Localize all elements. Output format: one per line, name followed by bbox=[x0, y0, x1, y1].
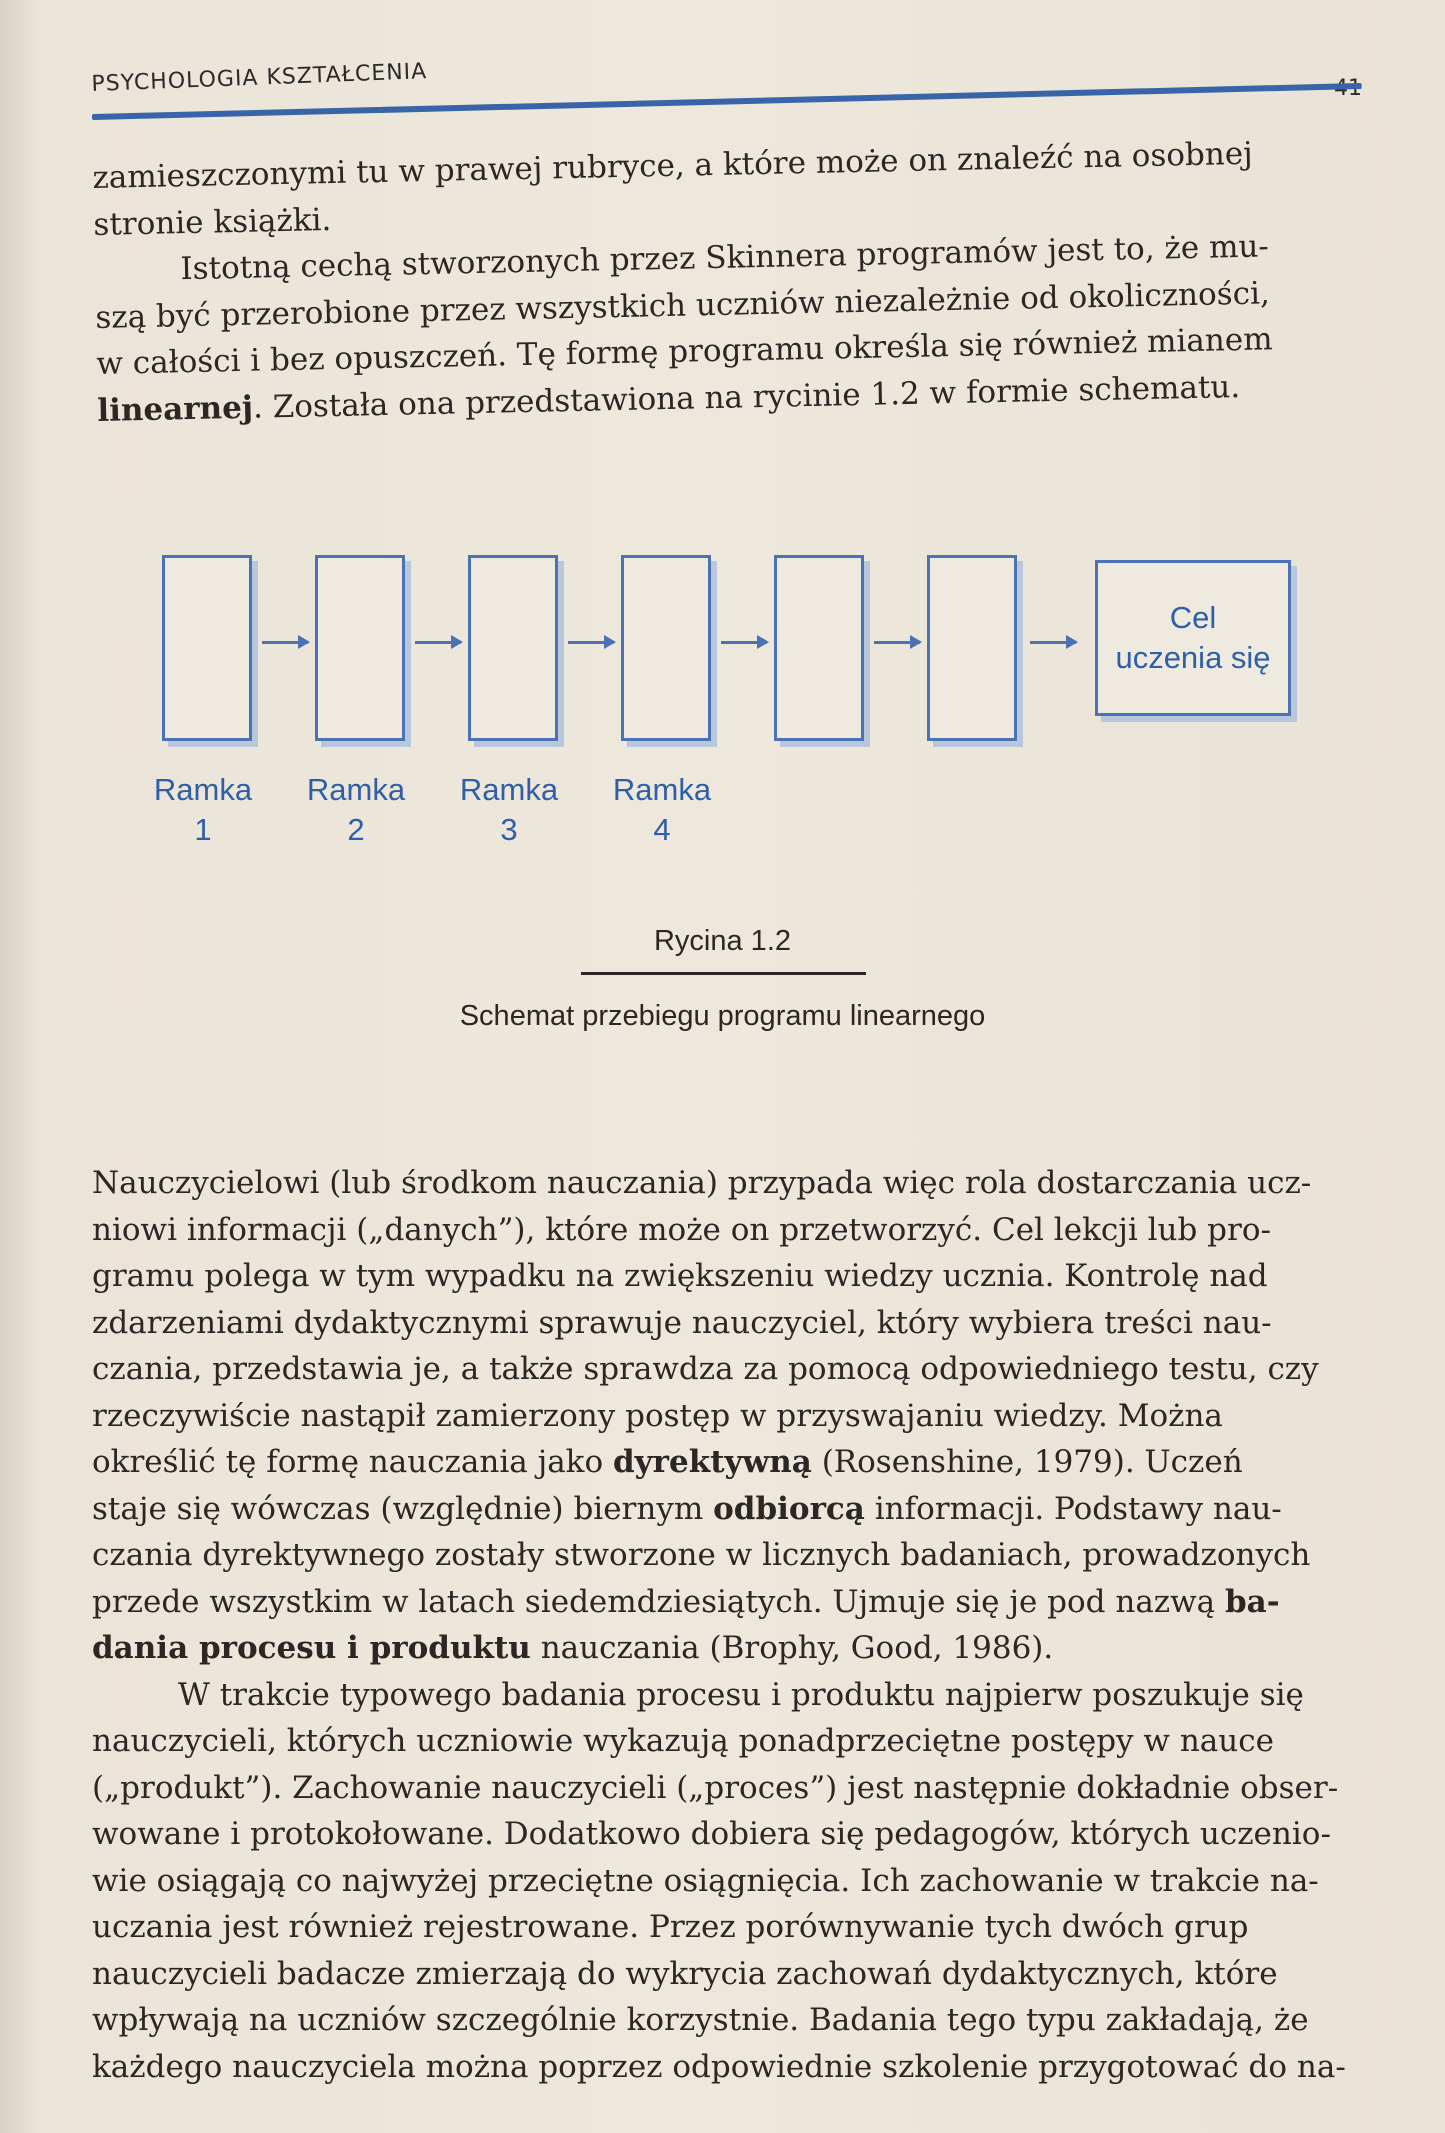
term-odbiorca: odbiorcą bbox=[713, 1490, 865, 1527]
text-line: w całości i bez opuszczeń. Tę formę programu określa się również mianem bbox=[96, 321, 1273, 382]
arrow-right-icon bbox=[568, 641, 614, 644]
arrow-right-icon bbox=[874, 641, 920, 644]
term-dyrektywna: dyrektywną bbox=[612, 1444, 812, 1480]
frame-label-3 bbox=[454, 770, 564, 850]
caption-rule bbox=[581, 972, 866, 975]
frame-box-2 bbox=[315, 555, 405, 741]
text-line: („produkt”). Zachowanie nauczycieli („proces”) jest następnie dokładnie obser- bbox=[92, 1769, 1339, 1806]
arrow-right-icon bbox=[1030, 641, 1076, 644]
goal-label-line2: uczenia się bbox=[1115, 640, 1271, 675]
learning-goal-box bbox=[1095, 560, 1291, 716]
main-text bbox=[92, 1160, 1362, 2090]
text-line: gramu polega w tym wypadku na zwiększeniu wiedzy ucznia. Kontrolę nad bbox=[92, 1258, 1268, 1294]
frame-box-5 bbox=[774, 555, 864, 741]
text-line bbox=[92, 1625, 1362, 1672]
text-span: staje się wówczas (względnie) biernym bbox=[92, 1490, 714, 1527]
text-line: W trakcie typowego badania procesu i produktu najpierw poszukuje się bbox=[178, 1676, 1304, 1713]
text-line: stronie książki. bbox=[93, 201, 332, 243]
text-line: Nauczycielowi (lub środkom nauczania) przypada więc rola dostarczania ucz- bbox=[92, 1165, 1312, 1201]
running-title: PSYCHOLOGIA KSZTAŁCENIA bbox=[91, 59, 428, 97]
text-line bbox=[92, 1486, 1362, 1533]
frame-box-3 bbox=[468, 555, 558, 741]
frame-label-number: 3 bbox=[500, 812, 518, 847]
text-line: czania dyrektywnego zostały stworzone w licznych badaniach, prowadzonych bbox=[92, 1537, 1311, 1573]
term-linearnej: linearnej bbox=[96, 389, 254, 429]
frame-label-2 bbox=[301, 770, 411, 850]
frame-label-word: Ramka bbox=[153, 772, 253, 807]
frame-label-number: 4 bbox=[653, 812, 671, 847]
figure-caption-description: Schemat przebiegu programu linearnego bbox=[459, 1000, 986, 1032]
intro-paragraph bbox=[92, 128, 1368, 434]
linear-program-diagram bbox=[150, 545, 1310, 875]
term-badania-start: ba- bbox=[1225, 1583, 1280, 1620]
text-line: niowi informacji („danych”), które może on przetworzyć. Cel lekcji lub pro- bbox=[92, 1211, 1271, 1248]
goal-label-line1: Cel bbox=[1169, 600, 1217, 635]
frame-label-1 bbox=[148, 770, 258, 850]
text-span: informacji. Podstawy nau- bbox=[864, 1490, 1282, 1527]
term-badania-procesu: dania procesu i produktu bbox=[92, 1630, 531, 1666]
text-line: rzeczywiście nastąpił zamierzony postęp w przyswajaniu wiedzy. Można bbox=[92, 1397, 1223, 1434]
arrow-right-icon bbox=[721, 641, 767, 644]
text-line: zdarzeniami dydaktycznymi sprawuje nauczyciel, który wybiera treści nau- bbox=[92, 1304, 1272, 1341]
text-line: czania, przedstawia je, a także sprawdza za pomocą odpowiedniego testu, czy bbox=[92, 1351, 1319, 1387]
frame-label-number: 2 bbox=[347, 812, 365, 847]
frame-label-number: 1 bbox=[194, 812, 212, 847]
text-span: . Została ona przedstawiona na rycinie 1.2 w formie schematu. bbox=[252, 368, 1241, 426]
text-line: każdego nauczyciela można poprzez odpowiednie szkolenie przygotować do na- bbox=[92, 2048, 1346, 2085]
text-span: określić tę formę nauczania jako bbox=[92, 1444, 613, 1480]
frame-label-word: Ramka bbox=[306, 772, 406, 807]
frame-label-word: Ramka bbox=[459, 772, 559, 807]
text-line: nauczycieli, których uczniowie wykazują ponadprzeciętne postępy w nauce bbox=[92, 1723, 1274, 1759]
arrow-right-icon bbox=[415, 641, 461, 644]
frame-box-1 bbox=[162, 555, 252, 741]
arrow-right-icon bbox=[262, 641, 308, 644]
text-span: nauczania (Brophy, Good, 1986). bbox=[530, 1630, 1054, 1666]
text-line: wie osiągają co najwyżej przeciętne osiągnięcia. Ich zachowanie w trakcie na- bbox=[92, 1862, 1319, 1899]
text-span: przede wszystkim w latach siedemdziesiątych. Ujmuje się je pod nazwą bbox=[92, 1583, 1225, 1620]
text-line: wpływają na uczniów szczególnie korzystnie. Badania tego typu zakładają, że bbox=[92, 2002, 1309, 2038]
frame-box-4 bbox=[621, 555, 711, 741]
text-span: (Rosenshine, 1979). Uczeń bbox=[811, 1444, 1243, 1480]
frame-label-word: Ramka bbox=[612, 772, 712, 807]
figure-caption-title: Rycina 1.2 bbox=[653, 925, 791, 957]
text-line: Istotną cechą stworzonych przez Skinnera programów jest to, że mu- bbox=[180, 228, 1270, 288]
text-line: wowane i protokołowane. Dodatkowo dobiera się pedagogów, których uczenio- bbox=[92, 1816, 1331, 1852]
text-line: szą być przerobione przez wszystkich uczniów niezależnie od okoliczności, bbox=[95, 274, 1271, 336]
text-line bbox=[92, 1579, 1362, 1626]
running-header bbox=[91, 59, 1362, 132]
frame-box-6 bbox=[927, 555, 1017, 741]
text-line bbox=[92, 1439, 1362, 1486]
frame-label-4 bbox=[607, 770, 717, 850]
text-line: nauczycieli badacze zmierzają do wykrycia zachowań dydaktycznych, które bbox=[92, 1955, 1278, 1992]
text-line: uczania jest również rejestrowane. Przez porównywanie tych dwóch grup bbox=[92, 1909, 1249, 1945]
text-line: zamieszczonymi tu w prawej rubryce, a które może on znaleźć na osobnej bbox=[92, 135, 1254, 196]
